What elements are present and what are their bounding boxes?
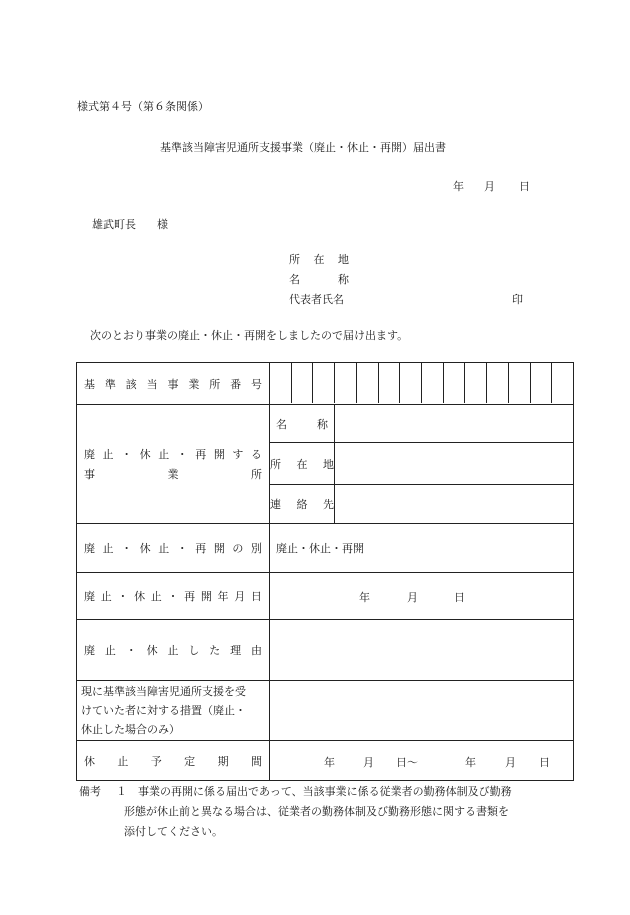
char: 再 bbox=[195, 542, 207, 555]
row-period bbox=[77, 741, 574, 781]
char: 開 bbox=[213, 542, 225, 555]
reason-label bbox=[77, 620, 270, 681]
char: 止 bbox=[102, 542, 114, 555]
period-start-month-unit: 月 bbox=[363, 755, 374, 769]
char: 号 bbox=[251, 377, 262, 391]
office-number-label bbox=[77, 363, 270, 405]
char: 基 bbox=[84, 377, 95, 391]
office-number-box[interactable] bbox=[508, 363, 530, 403]
char: 所 bbox=[289, 253, 300, 266]
char: た bbox=[209, 644, 221, 657]
office-number-box[interactable] bbox=[334, 363, 356, 403]
period-end-year-unit: 年 bbox=[465, 755, 476, 769]
sub-label-name bbox=[270, 405, 335, 443]
sub-label-contact bbox=[270, 485, 335, 524]
char: 所 bbox=[251, 468, 262, 481]
measures-label-line: 現に基準該当障害児通所支援を受 bbox=[81, 685, 246, 698]
char: ・ bbox=[176, 448, 188, 461]
char: 休 bbox=[134, 590, 146, 603]
char: 止 bbox=[158, 448, 170, 461]
date-month: 月 bbox=[484, 180, 495, 193]
office-number-box[interactable] bbox=[399, 363, 421, 403]
char: の bbox=[232, 542, 244, 555]
row-office-number bbox=[77, 363, 574, 405]
char: 日 bbox=[250, 590, 262, 603]
measures-label-line: 休止した場合のみ） bbox=[81, 723, 180, 736]
char: 在 bbox=[296, 457, 308, 471]
remarks-line: 事業の再開に係る届出であって、当該事業に係る従業者の勤務体制及び勤務 bbox=[138, 785, 512, 798]
char: 地 bbox=[323, 457, 334, 471]
office-number-box[interactable] bbox=[530, 363, 552, 403]
measures-label-line: けていた者に対する措置（廃止・ bbox=[81, 704, 246, 717]
char: ・ bbox=[167, 590, 179, 603]
row-office-name bbox=[77, 405, 574, 443]
char: 名 bbox=[289, 273, 300, 286]
char: 定 bbox=[184, 754, 196, 768]
seal-mark: 印 bbox=[512, 293, 523, 306]
measures-label bbox=[77, 681, 270, 741]
date-year: 年 bbox=[453, 180, 464, 193]
char: 地 bbox=[338, 253, 349, 266]
char: 廃 bbox=[84, 448, 95, 461]
date-day-unit: 日 bbox=[454, 591, 465, 604]
char: 称 bbox=[317, 417, 328, 431]
char: 年 bbox=[217, 590, 229, 603]
char: 由 bbox=[251, 644, 262, 657]
office-number-box[interactable] bbox=[464, 363, 486, 403]
char: 再 bbox=[184, 590, 196, 603]
type-value[interactable] bbox=[270, 524, 574, 573]
type-label bbox=[77, 524, 270, 573]
remarks-number: １ bbox=[116, 785, 127, 798]
char: 別 bbox=[250, 542, 262, 555]
char: 止 bbox=[104, 644, 116, 657]
remarks-line: 添付してください。 bbox=[124, 825, 223, 838]
office-number-box[interactable] bbox=[312, 363, 334, 403]
row-measures bbox=[77, 681, 574, 741]
char: 当 bbox=[146, 377, 158, 391]
remarks-line: 形態が休止前と異なる場合は、従業者の勤務体制及び勤務形態に関する書類を bbox=[124, 805, 509, 818]
char: 業 bbox=[188, 377, 200, 391]
char: 期 bbox=[217, 754, 229, 768]
date-month-unit: 月 bbox=[407, 591, 418, 604]
office-number-box[interactable] bbox=[291, 363, 313, 403]
addressee-name: 雄武町長 bbox=[92, 218, 136, 231]
char: 連 bbox=[270, 498, 281, 511]
applicant-location-label bbox=[289, 251, 349, 267]
char: 廃 bbox=[84, 644, 95, 657]
char: 業 bbox=[167, 468, 179, 481]
office-number-box[interactable] bbox=[486, 363, 508, 403]
char: 休 bbox=[139, 448, 151, 461]
char: 予 bbox=[150, 754, 162, 768]
char: 該 bbox=[125, 377, 137, 391]
char: 止 bbox=[150, 590, 162, 603]
office-number-box[interactable] bbox=[356, 363, 378, 403]
char: 開 bbox=[200, 590, 212, 603]
char: ・ bbox=[121, 448, 133, 461]
office-contact-field[interactable] bbox=[335, 485, 574, 524]
char: 理 bbox=[230, 644, 242, 657]
office-number-box[interactable] bbox=[421, 363, 443, 403]
char: 月 bbox=[234, 590, 246, 603]
char: し bbox=[188, 644, 200, 657]
char: 名 bbox=[276, 417, 287, 431]
char: 止 bbox=[117, 754, 129, 768]
period-label bbox=[77, 741, 270, 781]
char: 休 bbox=[84, 754, 95, 768]
type-options-text: 廃止・休止・再開 bbox=[276, 542, 364, 555]
applicant-representative-label: 代表者氏名 bbox=[289, 293, 344, 306]
char: 止 bbox=[158, 542, 170, 555]
char: 絡 bbox=[296, 498, 308, 511]
char: 間 bbox=[250, 754, 262, 768]
sub-label-location bbox=[270, 443, 335, 485]
office-number-box[interactable] bbox=[270, 363, 291, 403]
office-name-field[interactable] bbox=[335, 405, 574, 443]
char: 休 bbox=[146, 644, 158, 657]
char: 在 bbox=[313, 253, 325, 266]
char: 番 bbox=[230, 377, 242, 391]
char: ・ bbox=[125, 644, 137, 657]
char: ・ bbox=[176, 542, 188, 555]
office-label bbox=[77, 405, 270, 524]
row-type bbox=[77, 524, 574, 573]
char: 止 bbox=[100, 590, 112, 603]
char: 廃 bbox=[84, 542, 95, 555]
char: 廃 bbox=[84, 590, 95, 603]
char: 所 bbox=[270, 457, 281, 471]
document-title: 基準該当障害児通所支援事業（廃止・休止・再開）届出書 bbox=[160, 141, 446, 154]
applicant-name-label bbox=[289, 271, 349, 287]
date-field[interactable] bbox=[270, 573, 574, 620]
date-day: 日 bbox=[519, 180, 530, 193]
notification-table bbox=[76, 362, 574, 781]
char: ・ bbox=[121, 542, 133, 555]
office-number-box[interactable] bbox=[378, 363, 400, 403]
char: 先 bbox=[323, 498, 334, 511]
period-field[interactable] bbox=[270, 741, 574, 781]
date-label bbox=[77, 573, 270, 620]
remarks-label: 備考 bbox=[79, 785, 101, 798]
char: 開 bbox=[213, 448, 225, 461]
measures-field[interactable] bbox=[270, 681, 574, 741]
char: ・ bbox=[117, 590, 129, 603]
char: 止 bbox=[167, 644, 179, 657]
period-start-day-unit: 日〜 bbox=[396, 755, 418, 769]
char: 休 bbox=[139, 542, 151, 555]
char: 事 bbox=[167, 377, 179, 391]
char: 再 bbox=[195, 448, 207, 461]
char: 事 bbox=[84, 468, 95, 481]
office-location-field[interactable] bbox=[335, 443, 574, 485]
office-number-box[interactable] bbox=[443, 363, 465, 403]
row-date bbox=[77, 573, 574, 620]
char: る bbox=[250, 448, 262, 461]
char: 止 bbox=[102, 448, 114, 461]
char: 準 bbox=[104, 377, 116, 391]
row-reason bbox=[77, 620, 574, 681]
office-number-box[interactable] bbox=[551, 363, 573, 403]
office-number-boxes[interactable] bbox=[270, 363, 574, 405]
period-start-year-unit: 年 bbox=[324, 755, 335, 769]
char: 所 bbox=[209, 377, 221, 391]
period-end-month-unit: 月 bbox=[505, 755, 516, 769]
date-year-unit: 年 bbox=[359, 591, 370, 604]
form-number: 様式第４号（第６条関係） bbox=[77, 100, 209, 113]
intro-text: 次のとおり事業の廃止・休止・再開をしましたので届け出ます。 bbox=[90, 329, 409, 342]
reason-field[interactable] bbox=[270, 620, 574, 681]
period-end-day-unit: 日 bbox=[539, 755, 550, 769]
char: す bbox=[232, 448, 244, 461]
char: 称 bbox=[338, 273, 349, 286]
addressee-honorific: 様 bbox=[157, 218, 168, 231]
